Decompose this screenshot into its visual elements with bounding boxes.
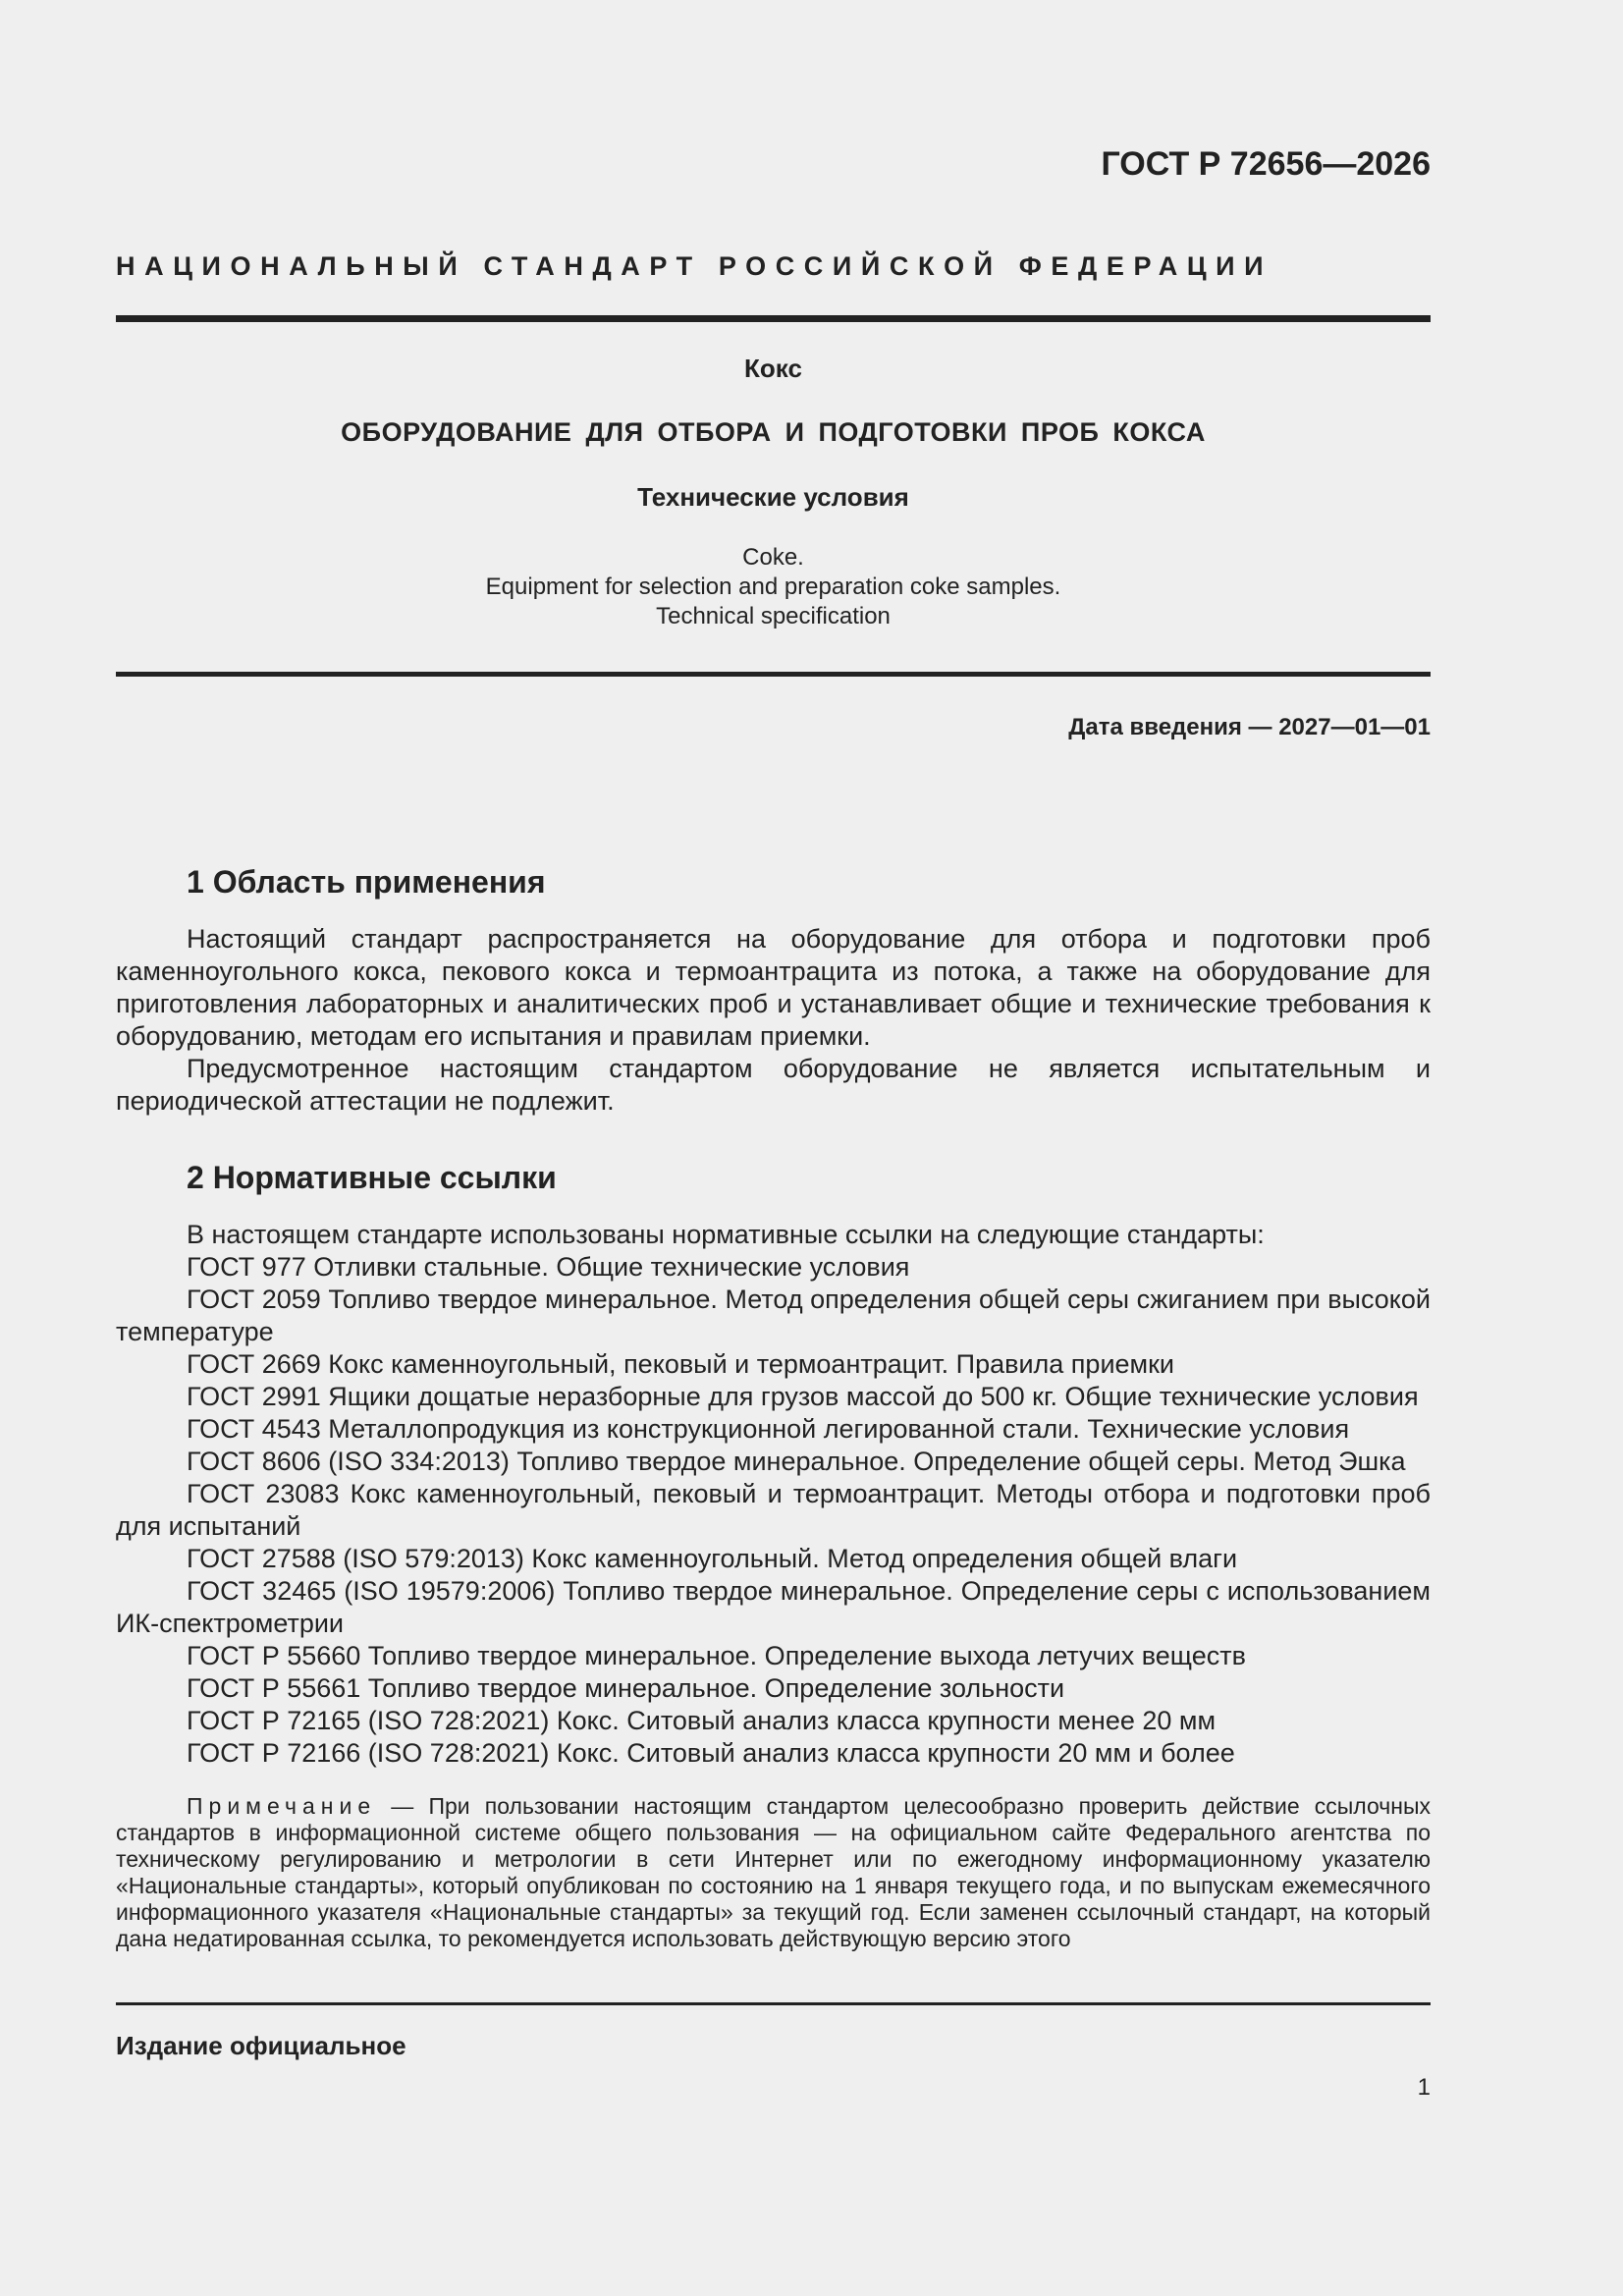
title-subtitle: Технические условия	[637, 482, 909, 512]
reference-item: ГОСТ 977 Отливки стальные. Общие технические условия	[187, 1252, 910, 1282]
paragraph: Предусмотренное настоящим стандартом оборудование не является испытательным и периодической аттестации не подлежит.	[116, 1054, 1431, 1116]
title-english	[116, 543, 1431, 631]
reference-item: ГОСТ 2669 Кокс каменноугольный, пековый и термоантрацит. Правила приемки	[187, 1349, 1175, 1379]
top-rule	[116, 315, 1431, 322]
note-label: Примечание	[187, 1793, 377, 1819]
title-english-line: Coke.	[742, 544, 804, 571]
section-1-body	[116, 923, 1431, 1118]
document-page	[116, 0, 1431, 2296]
title-subject: Кокс	[744, 354, 802, 383]
reference-item: ГОСТ Р 72166 (ISO 728:2021) Кокс. Ситовый анализ класса крупности 20 мм и более	[187, 1738, 1235, 1768]
official-edition-label: Издание официальное	[116, 2031, 406, 2060]
paragraph: Настоящий стандарт распространяется на оборудование для отбора и подготовки проб каменноугольного кокса, пекового кокса и термоантрацита из потока, а также на оборудование для приготовления лабораторных и аналитических проб и устанавливает общие и технические требования к оборудованию, методам его испытания и правилам приемки.	[116, 924, 1431, 1051]
document-number: ГОСТ Р 72656—2026	[1101, 145, 1431, 183]
title-english-line: Equipment for selection and preparation coke samples.	[485, 574, 1061, 600]
footer-rule	[116, 2002, 1431, 2005]
reference-item: ГОСТ 32465 (ISO 19579:2006) Топливо твердое минеральное. Определение серы с использованием ИК-спектрометрии	[116, 1576, 1431, 1638]
note-text: — При пользовании настоящим стандартом целесообразно проверить действие ссылочных стандартов в информационной системе общего пользования — на официальном сайте Федерального агентства по техническому регулированию и метрологии в сети Интернет или по ежегодному информационному указателю «Национальные стандарты», который опубликован по состоянию на 1 января текущего года, и по выпускам ежемесячного информационного указателя «Национальные стандарты» за текущий год. Если заменен ссылочный стандарт, на который дана недатированная ссылка, то рекомендуется использовать действующую версию этого	[116, 1793, 1431, 1951]
section-1-title: 1 Область применения	[187, 864, 546, 900]
note-block	[116, 1793, 1431, 1952]
paragraph: В настоящем стандарте использованы нормативные ссылки на следующие стандарты:	[187, 1220, 1265, 1249]
note-paragraph	[116, 1793, 1431, 1952]
reference-item: ГОСТ Р 55661 Топливо твердое минеральное. Определение зольности	[187, 1673, 1065, 1703]
reference-item: ГОСТ 27588 (ISO 579:2013) Кокс каменноугольный. Метод определения общей влаги	[187, 1544, 1238, 1573]
title-rule	[116, 672, 1431, 677]
reference-item: ГОСТ 23083 Кокс каменноугольный, пековый и термоантрацит. Методы отбора и подготовки проб для испытаний	[116, 1479, 1431, 1541]
title-main: ОБОРУДОВАНИЕ ДЛЯ ОТБОРА И ПОДГОТОВКИ ПРОБ КОКСА	[341, 417, 1206, 447]
national-standard-heading: НАЦИОНАЛЬНЫЙ СТАНДАРТ РОССИЙСКОЙ ФЕДЕРАЦИИ	[116, 251, 1273, 281]
reference-item: ГОСТ Р 72165 (ISO 728:2021) Кокс. Ситовый анализ класса крупности менее 20 мм	[187, 1706, 1217, 1735]
reference-item: ГОСТ 2991 Ящики дощатые неразборные для грузов массой до 500 кг. Общие технические условия	[187, 1382, 1419, 1411]
page-number: 1	[1417, 2074, 1431, 2101]
reference-item: ГОСТ 4543 Металлопродукция из конструкционной легированной стали. Технические условия	[187, 1414, 1350, 1444]
section-2-body	[116, 1219, 1431, 1770]
introduction-date: Дата введения — 2027—01—01	[1068, 714, 1431, 740]
reference-item: ГОСТ Р 55660 Топливо твердое минеральное. Определение выхода летучих веществ	[187, 1641, 1246, 1670]
reference-item: ГОСТ 8606 (ISO 334:2013) Топливо твердое минеральное. Определение общей серы. Метод Эшка	[187, 1447, 1406, 1476]
reference-item: ГОСТ 2059 Топливо твердое минеральное. Метод определения общей серы сжиганием при высокой температуре	[116, 1285, 1431, 1346]
title-english-line: Technical specification	[656, 603, 891, 629]
section-2-title: 2 Нормативные ссылки	[187, 1160, 557, 1195]
